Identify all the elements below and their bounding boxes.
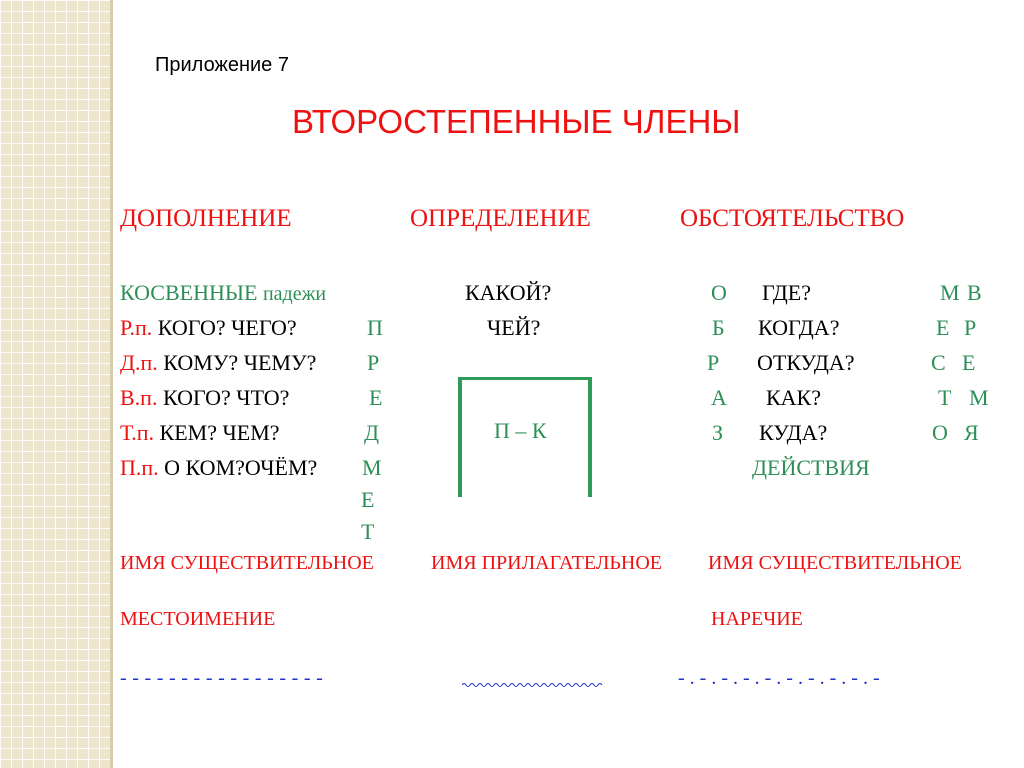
cases-title-sub: падежи <box>262 283 327 305</box>
pos-adverbial: ИМЯ СУЩЕСТВИТЕЛЬНОЕ <box>708 552 962 574</box>
case-question: КОМУ? ЧЕМУ? <box>163 350 317 375</box>
case-row <box>120 422 280 444</box>
case-question: О КОМ?ОЧЁМ? <box>164 455 318 480</box>
case-question: КОГО? ЧЕГО? <box>157 315 297 340</box>
adverbial-left-letter: З <box>712 420 724 445</box>
case-abbr: Т.п. <box>120 420 155 445</box>
underline-object-dashes: - - - - - - - - - - - - - - - - - <box>120 667 324 689</box>
adverbial-question: КОГДА? <box>758 315 840 340</box>
adverbial-right-letter: Е <box>936 315 950 340</box>
cases-title-word: КОСВЕННЫЕ <box>120 280 258 305</box>
attribute-question-2: ЧЕЙ? <box>487 315 541 340</box>
header-attribute: ОПРЕДЕЛЕНИЕ <box>410 205 591 232</box>
case-abbr: Р.п. <box>120 315 153 340</box>
adverbial-right-letter: М <box>940 280 960 305</box>
case-question: КОГО? ЧТО? <box>162 385 290 410</box>
vertical-letter: Р <box>367 350 380 375</box>
adverbial-actions: ДЕЙСТВИЯ <box>752 455 870 480</box>
box-left-line <box>458 377 462 497</box>
adverbial-right-letter: М <box>969 385 989 410</box>
case-question: КЕМ? ЧЕМ? <box>159 420 280 445</box>
underline-adverbial-dashdots: - . - . - . - . - . - . - . - . - . - <box>678 667 880 689</box>
adverbial-right-letter: Р <box>964 315 977 340</box>
adverbial-left-letter: О <box>711 280 727 305</box>
case-row <box>120 317 297 339</box>
attribute-question-1: КАКОЙ? <box>465 280 552 305</box>
pos-pronoun: МЕСТОИМЕНИЕ <box>120 608 276 630</box>
adverbial-left-letter: Б <box>712 315 725 340</box>
adverbial-right-letter: О <box>932 420 948 445</box>
adverbial-right-letter: С <box>931 350 946 375</box>
case-abbr: П.п. <box>120 455 159 480</box>
vertical-letter: М <box>362 455 382 480</box>
underline-attribute-wave <box>462 676 604 690</box>
case-abbr: Д.п. <box>120 350 158 375</box>
case-abbr: В.п. <box>120 385 158 410</box>
adverbial-right-letter: Я <box>964 420 979 445</box>
adverbial-right-letter: В <box>967 280 982 305</box>
vertical-letter: Е <box>361 487 375 512</box>
pos-attribute: ИМЯ ПРИЛАГАТЕЛЬНОЕ <box>431 552 662 574</box>
adverbial-question: КУДА? <box>759 420 828 445</box>
stripe-divider <box>110 0 113 768</box>
adverbial-question: ГДЕ? <box>762 280 811 305</box>
adverbial-left-letter: Р <box>707 350 720 375</box>
box-label: П – К <box>494 418 547 443</box>
case-row <box>120 387 289 409</box>
adverbial-question: ОТКУДА? <box>757 350 855 375</box>
slide-title: ВТОРОСТЕПЕННЫЕ ЧЛЕНЫ <box>292 103 741 140</box>
box-top-line <box>458 377 592 380</box>
adverbial-right-letter: Т <box>938 385 952 410</box>
case-row <box>120 457 317 479</box>
pos-adverb: НАРЕЧИЕ <box>711 608 803 630</box>
adverbial-right-letter: Е <box>962 350 976 375</box>
vertical-letter: Т <box>361 519 375 544</box>
header-adverbial: ОБСТОЯТЕЛЬСТВО <box>680 205 905 232</box>
appendix-label: Приложение 7 <box>155 54 289 76</box>
case-row <box>120 352 316 374</box>
vertical-letter: Е <box>369 385 383 410</box>
box-right-line <box>588 377 592 497</box>
header-object: ДОПОЛНЕНИЕ <box>120 205 292 232</box>
vertical-letter: Д <box>364 420 380 445</box>
cases-title <box>120 282 326 304</box>
adverbial-question: КАК? <box>766 385 821 410</box>
pos-object: ИМЯ СУЩЕСТВИТЕЛЬНОЕ <box>120 552 374 574</box>
vertical-letter: П <box>367 315 383 340</box>
adverbial-left-letter: А <box>711 385 727 410</box>
decorative-side-stripe <box>0 0 110 768</box>
wave-line <box>462 684 602 687</box>
